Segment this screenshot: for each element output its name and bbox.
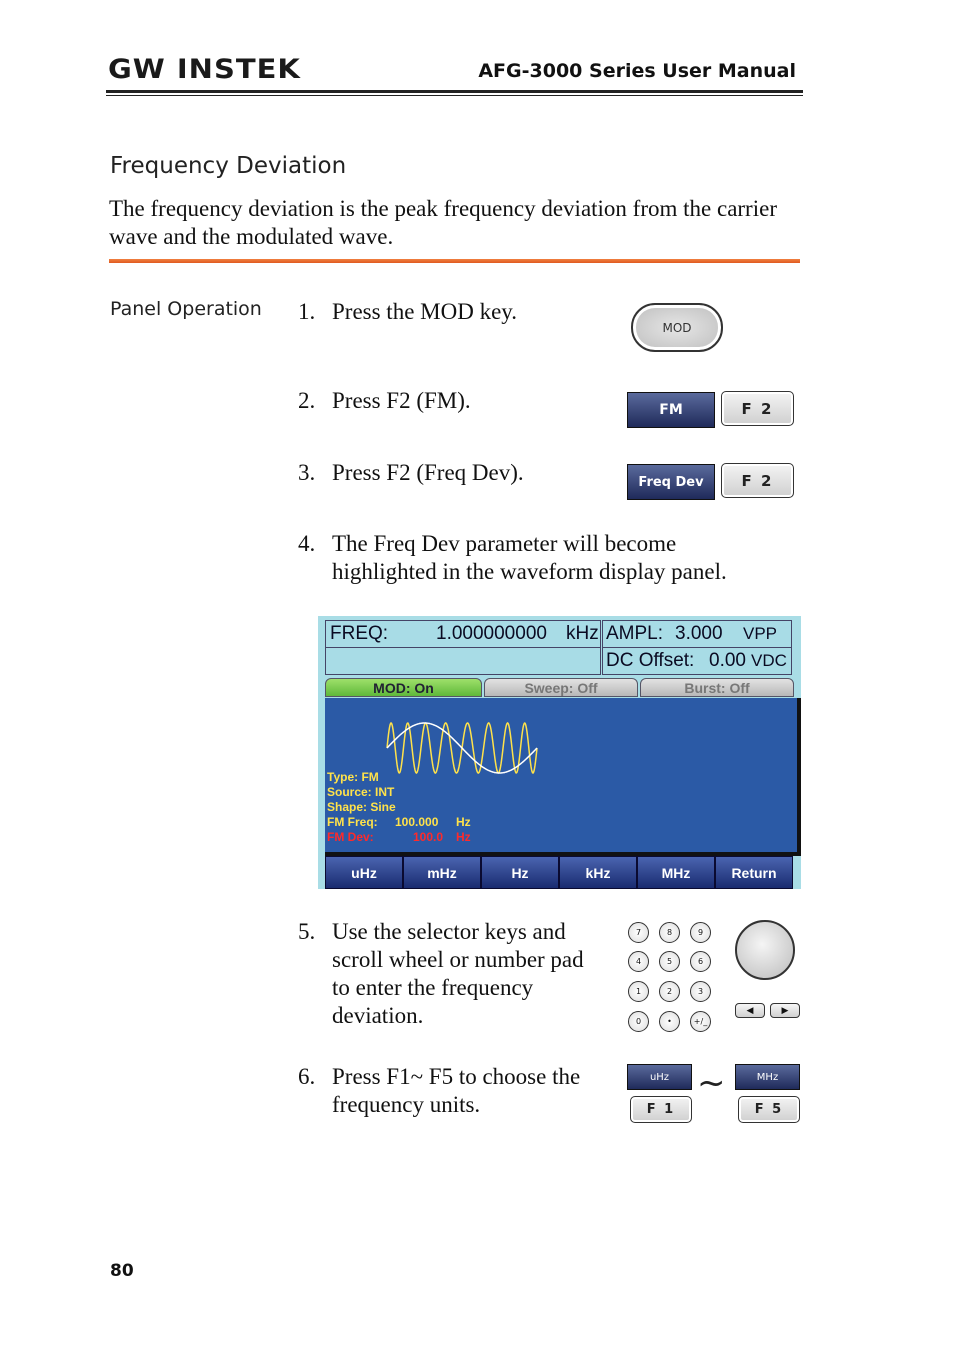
sweep-tab: Sweep: Off xyxy=(484,678,638,697)
return-button[interactable]: Return xyxy=(715,856,793,889)
gw-instek-logo: GW INSTEK xyxy=(108,53,301,85)
mod-key[interactable]: MOD xyxy=(631,303,723,352)
step-number: 5. xyxy=(298,919,316,944)
step-text-line: Press F1~ F5 to choose the xyxy=(332,1064,581,1089)
freq-field xyxy=(325,620,601,648)
keypad-3[interactable]: 3 xyxy=(690,981,711,1002)
keypad-9[interactable]: 9 xyxy=(690,922,711,943)
keypad-plus-minus[interactable]: +/_ xyxy=(690,1011,711,1032)
info-fm-freq-label: FM Freq: xyxy=(327,815,378,829)
header-rule xyxy=(106,90,803,93)
unit-khz-button[interactable]: kHz xyxy=(559,856,637,889)
section-divider xyxy=(109,259,800,263)
step-4 xyxy=(298,530,778,590)
info-fm-freq-unit: Hz xyxy=(456,815,471,829)
dc-label: DC Offset: xyxy=(606,650,695,671)
unit-uhz-button[interactable]: uHz xyxy=(325,856,403,889)
manual-title: AFG-3000 Series User Manual xyxy=(478,60,796,82)
header-rule-thin xyxy=(106,95,803,96)
step-text: Press F2 (FM). xyxy=(332,388,471,413)
burst-tab: Burst: Off xyxy=(640,678,794,697)
keypad-1[interactable]: 1 xyxy=(628,981,649,1002)
step-text-line: frequency units. xyxy=(332,1092,481,1117)
unit-mhz-milli-button[interactable]: mHz xyxy=(403,856,481,889)
keypad-4[interactable]: 4 xyxy=(628,951,649,972)
unit-softkey-bar xyxy=(325,856,797,887)
info-source: Source: INT xyxy=(327,785,395,799)
step-number: 3. xyxy=(298,460,316,485)
step-text-line: highlighted in the waveform display panel. xyxy=(332,559,727,584)
keypad-decimal[interactable]: • xyxy=(659,1011,680,1032)
freq-value: 1.000000000 xyxy=(436,623,547,644)
waveform-display-panel xyxy=(318,616,801,889)
info-fm-freq-value: 100.000 xyxy=(395,815,439,829)
dc-unit: VDC xyxy=(751,651,787,670)
unit-hz-button[interactable]: Hz xyxy=(481,856,559,889)
keypad-7[interactable]: 7 xyxy=(628,922,649,943)
freq-label: FREQ: xyxy=(330,623,389,644)
step-6 xyxy=(298,1063,618,1123)
left-arrow-icon: ◀ xyxy=(746,1005,754,1016)
info-fm-dev-unit: Hz xyxy=(456,830,471,844)
dc-value: 0.00 xyxy=(709,650,746,671)
info-fm-dev-label: FM Dev: xyxy=(327,830,374,844)
freq-unit: kHz xyxy=(566,623,599,644)
blank-field xyxy=(325,647,601,675)
info-type: Type: FM xyxy=(327,770,379,784)
f1-key[interactable]: F 1 xyxy=(630,1096,692,1123)
dc-offset-field xyxy=(602,647,792,675)
unit-mhz-mega-button[interactable]: MHz xyxy=(637,856,715,889)
intro-paragraph: The frequency deviation is the peak frequency deviation from the carrier wave and the modulated wave. xyxy=(109,196,777,249)
waveform-area xyxy=(325,698,801,856)
left-arrow-key[interactable] xyxy=(735,1003,765,1018)
ampl-value: 3.000 xyxy=(675,623,723,644)
step-5 xyxy=(298,918,618,1033)
info-shape: Shape: Sine xyxy=(327,800,396,814)
f5-key[interactable]: F 5 xyxy=(738,1096,800,1123)
fm-softkey-label: FM xyxy=(627,392,715,428)
panel-operation-label: Panel Operation xyxy=(110,298,262,320)
f2-key[interactable]: F 2 xyxy=(721,391,794,426)
keypad-5[interactable]: 5 xyxy=(659,951,680,972)
page-number: 80 xyxy=(110,1261,134,1281)
step-number: 2. xyxy=(298,388,316,413)
step-text-line: to enter the frequency xyxy=(332,975,534,1000)
ampl-label: AMPL: xyxy=(606,623,664,644)
fm-waveform-graphic xyxy=(377,708,577,788)
section-title: Frequency Deviation xyxy=(110,153,347,179)
step-number: 6. xyxy=(298,1064,316,1089)
keypad-6[interactable]: 6 xyxy=(690,951,711,972)
mhz-softkey-label: MHz xyxy=(735,1064,800,1090)
right-arrow-icon: ▶ xyxy=(781,1005,789,1016)
info-fm-dev-value: 100.0 xyxy=(413,830,444,844)
step-text: Press the MOD key. xyxy=(332,299,518,324)
right-arrow-key[interactable] xyxy=(770,1003,800,1018)
freq-dev-softkey-label: Freq Dev xyxy=(627,464,715,500)
mod-tab: MOD: On xyxy=(325,678,482,697)
step-number: 1. xyxy=(298,299,316,324)
step-text-line: deviation. xyxy=(332,1003,424,1028)
step-text-line: Use the selector keys and xyxy=(332,919,566,944)
keypad-0[interactable]: 0 xyxy=(628,1011,649,1032)
keypad-2[interactable]: 2 xyxy=(659,981,680,1002)
uhz-softkey-label: uHz xyxy=(627,1064,692,1090)
step-text-line: The Freq Dev parameter will become xyxy=(332,531,677,556)
ampl-field xyxy=(602,620,792,648)
keypad-8[interactable]: 8 xyxy=(659,922,680,943)
scroll-wheel-knob[interactable] xyxy=(735,920,795,980)
step-text: Press F2 (Freq Dev). xyxy=(332,460,524,485)
ampl-unit: VPP xyxy=(743,624,778,643)
range-tilde: ~ xyxy=(697,1063,726,1103)
f2-key[interactable]: F 2 xyxy=(721,463,794,498)
step-number: 4. xyxy=(298,531,316,556)
step-text-line: scroll wheel or number pad xyxy=(332,947,584,972)
